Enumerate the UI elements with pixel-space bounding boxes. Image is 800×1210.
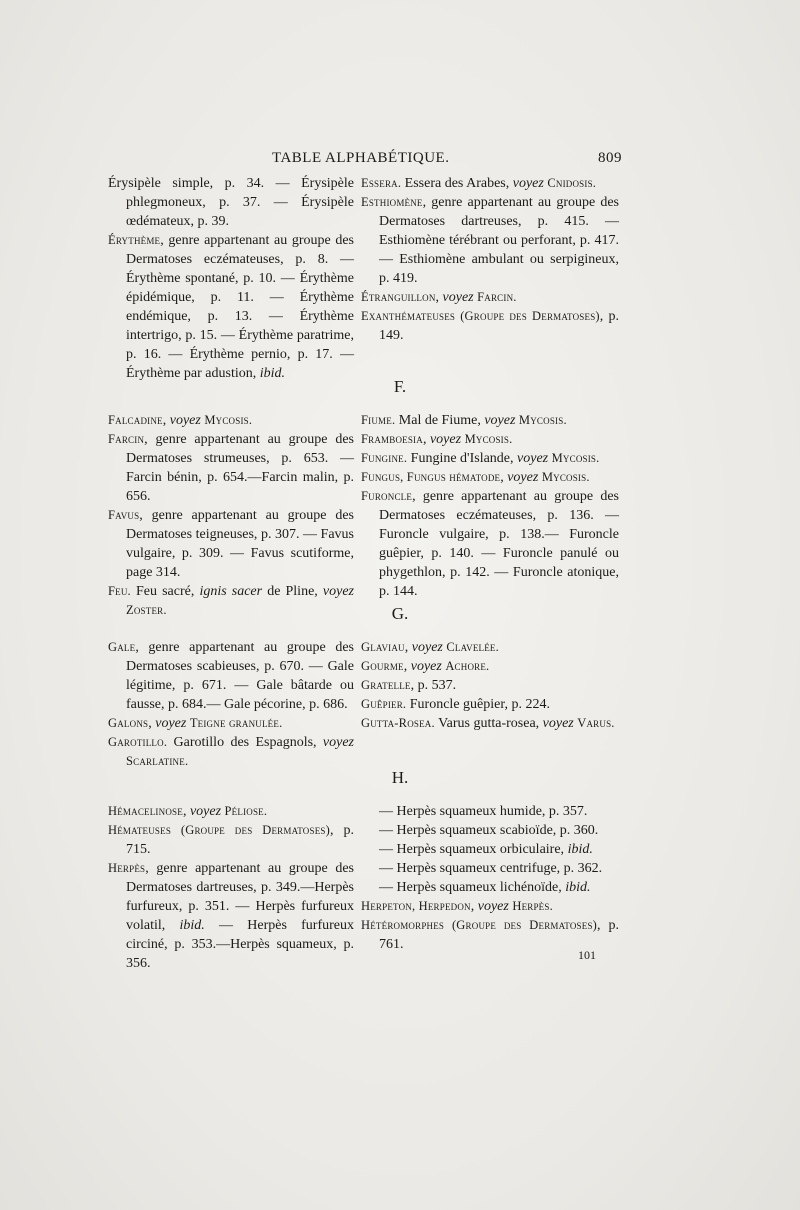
entry-headword: Essera. [361,176,402,190]
entry-text: — Herpès furfureux circiné, p. 353.—Herpès squameux, p. 356. [126,918,354,971]
entry-italic: ibid. [179,918,205,933]
index-entry [361,487,619,601]
entry-headword: Hémacelinose [108,804,183,818]
index-entry [361,859,619,878]
page-number: 809 [598,150,622,166]
entry-text: , p. 537. [410,678,457,693]
entry-italic: voyez [517,451,549,466]
index-entry [108,802,354,821]
index-entry [108,859,354,973]
entry-crossref: Farcin. [477,290,517,304]
entry-crossref: Mycosis. [541,470,590,484]
entry-text: — Herpès squameux humide, p. 357. [379,804,588,819]
entry-text: — Herpès squameux orbiculaire, [379,842,568,857]
section-f-right [361,411,619,601]
index-entry [361,307,619,345]
index-entry [361,840,619,859]
letter-heading-h: H. [391,768,409,787]
entry-headword: Gale [108,640,136,654]
entry-headword: Étranguillon [361,290,436,304]
index-entry [361,657,619,676]
entry-italic: voyez [411,640,443,655]
letter-heading-f: F. [393,377,407,396]
entry-italic: voyez [322,584,354,599]
entry-text: , [403,659,411,674]
entry-crossref: Mycosis. [518,413,567,427]
entry-crossref: Varus. [577,716,615,730]
entry-headword: Fungus, Fungus hématode [361,470,501,484]
index-entry [361,193,619,288]
index-entry [361,468,619,487]
entry-text: , [500,470,508,485]
entry-headword: Garotillo. [108,735,168,749]
index-entry [108,714,354,733]
entry-headword: Farcin [108,432,145,446]
entry-headword: Galons [108,716,149,730]
section-h-right [361,802,619,954]
index-entry [108,174,354,231]
entry-italic: voyez [169,413,201,428]
entry-text: , genre appartenant au groupe des Dermatoses dartreuses, p. 415. — Esthiomène térébrant ou perforant, p. 417. — Esthiomène ambulant ou serpigineux, p. 419. [379,195,619,286]
entry-headword: Herpès [108,861,146,875]
entry-text: , genre appartenant au groupe des Dermatoses eczémateuses, p. 136. —Furoncle vulgaire, p. 138.— Furoncle guêpier, p. 140. — Furoncle panulé ou phygethlon, p. 142. — Furoncle atonique, p. 144. [379,489,619,599]
section-e-left [108,174,354,383]
index-entry [361,695,619,714]
entry-headword: Exanthémateuses (Groupe des Dermatoses) [361,309,600,323]
entry-crossref: Herpès. [512,899,553,913]
index-entry [108,430,354,506]
entry-italic: voyez [507,470,539,485]
entry-text: Garotillo des Espagnols, [167,735,323,750]
entry-italic: ibid. [565,880,591,895]
index-entry [108,231,354,383]
entry-text: Essera des Arabes, [401,176,513,191]
entry-headword: Guêpier. [361,697,407,711]
entry-crossref: Péliose. [224,804,268,818]
entry-text: , genre appartenant au groupe des Dermatoses teigneuses, p. 307. — Favus vulgaire, p. 309. — Favus scutiforme, page 314. [126,508,354,580]
entry-text: , [435,290,443,305]
index-entry [361,897,619,916]
entry-text: , [422,432,430,447]
entry-headword: Gourme [361,659,404,673]
section-h-left [108,802,354,973]
entry-headword: Gutta-Rosea. [361,716,435,730]
index-entry [361,638,619,657]
page-title: TABLE ALPHABÉTIQUE. [272,150,450,166]
entry-italic: voyez [322,735,354,750]
entry-headword: Gratelle [361,678,411,692]
entry-crossref: Mycosis. [551,451,600,465]
entry-text: Érysipèle simple, p. 34. — Érysipèle phlegmoneux, p. 37. — Érysipèle œdémateux, p. 39. [108,176,354,229]
entry-text: , [148,716,156,731]
entry-italic: voyez [429,432,462,447]
entry-text: — Herpès squameux lichénoïde, [379,880,566,895]
entry-italic: ignis sacer [199,584,263,599]
signature-mark: 101 [578,948,596,962]
index-entry [361,821,619,840]
entry-text: Furoncle guêpier, p. 224. [406,697,550,712]
index-entry [361,449,619,468]
entry-text: , [404,640,412,655]
index-entry [361,802,619,821]
entry-italic: voyez [410,659,442,674]
entry-headword: Herpeton, Herpedon [361,899,471,913]
entry-headword: Hémateuses (Groupe des Dermatoses) [108,823,330,837]
entry-crossref: Zoster. [126,603,167,617]
entry-text: Feu sacré, [130,584,200,599]
entry-headword: Favus [108,508,140,522]
entry-crossref: Mycosis. [464,432,513,446]
entry-italic: voyez [442,290,474,305]
entry-text: , genre appartenant au groupe des Dermatoses eczémateuses, p. 8. — Érythème spontané, p. 10. — Érythème épidémique, p. 11. — Érythème endémique, p. 13. — Érythème intertrigo, p. 15. — Érythème paratrime, p. 16. — Érythème pernio, p. 17. — Érythème par adustion, [126,233,354,381]
index-entry [108,638,354,714]
entry-headword: Glaviau [361,640,405,654]
section-e-right [361,174,619,345]
entry-crossref: Cnidosis. [547,176,597,190]
index-entry [361,676,619,695]
entry-italic: voyez [189,804,222,819]
entry-italic: ibid. [259,366,286,381]
entry-crossref: Scarlatine. [126,754,189,768]
entry-text: , p. 149. [379,309,620,343]
letter-heading-g: G. [391,604,409,623]
index-entry [108,733,354,771]
entry-text: de Pline, [262,584,323,599]
entry-text: , [470,899,478,914]
index-entry [361,430,619,449]
entry-crossref: Achore. [445,659,490,673]
entry-text: , genre appartenant au groupe des Dermatoses dartreuses, p. 349.—Herpès furfureux, p. 351. — Herpès furfureux volatil, [126,861,354,933]
entry-italic: voyez [542,716,574,731]
entry-text: — Herpès squameux centrifuge, p. 362. [379,861,603,876]
entry-text: , [162,413,170,428]
entry-text: , [182,804,190,819]
entry-crossref: Teigne granulée. [189,716,283,730]
index-entry [361,174,619,193]
entry-text: , p. 715. [126,823,354,857]
entry-headword: Framboesia [361,432,423,446]
index-entry [361,288,619,307]
entry-text: Mal de Fiume, [395,413,485,428]
index-entry [108,506,354,582]
entry-text: , p. 761. [379,918,620,952]
entry-headword: Furoncle [361,489,413,503]
entry-text: , genre appartenant au groupe des Dermatoses strumeuses, p. 653. — Farcin bénin, p. 654.—Farcin malin, p. 656. [126,432,354,504]
entry-italic: voyez [155,716,187,731]
entry-headword: Feu. [108,584,131,598]
entry-italic: voyez [512,176,544,191]
index-entry [361,411,619,430]
entry-crossref: Clavelée. [446,640,499,654]
entry-headword: Fiume. [361,413,396,427]
index-entry [108,411,354,430]
entry-italic: voyez [477,899,509,914]
entry-italic: voyez [484,413,516,428]
entry-text: Varus gutta-rosea, [434,716,543,731]
entry-text: Fungine d'Islande, [407,451,518,466]
entry-headword: Esthiomène [361,195,423,209]
entry-italic: ibid. [567,842,593,857]
entry-headword: Hétéromorphes (Groupe des Dermatoses) [361,918,598,932]
entry-headword: Falcadine [108,413,163,427]
entry-headword: Érythème [108,233,161,247]
section-f-left [108,411,354,620]
index-entry [361,714,619,733]
section-g-left [108,638,354,771]
entry-headword: Fungine. [361,451,408,465]
entry-text: , genre appartenant au groupe des Dermatoses scabieuses, p. 670. — Gale légitime, p. 671. — Gale bâtarde ou fausse, p. 684.— Gale pécorine, p. 686. [126,640,354,712]
index-entry [361,878,619,897]
entry-crossref: Mycosis. [204,413,253,427]
section-g-right [361,638,619,733]
index-entry [108,821,354,859]
entry-text: — Herpès squameux scabioïde, p. 360. [379,823,599,838]
